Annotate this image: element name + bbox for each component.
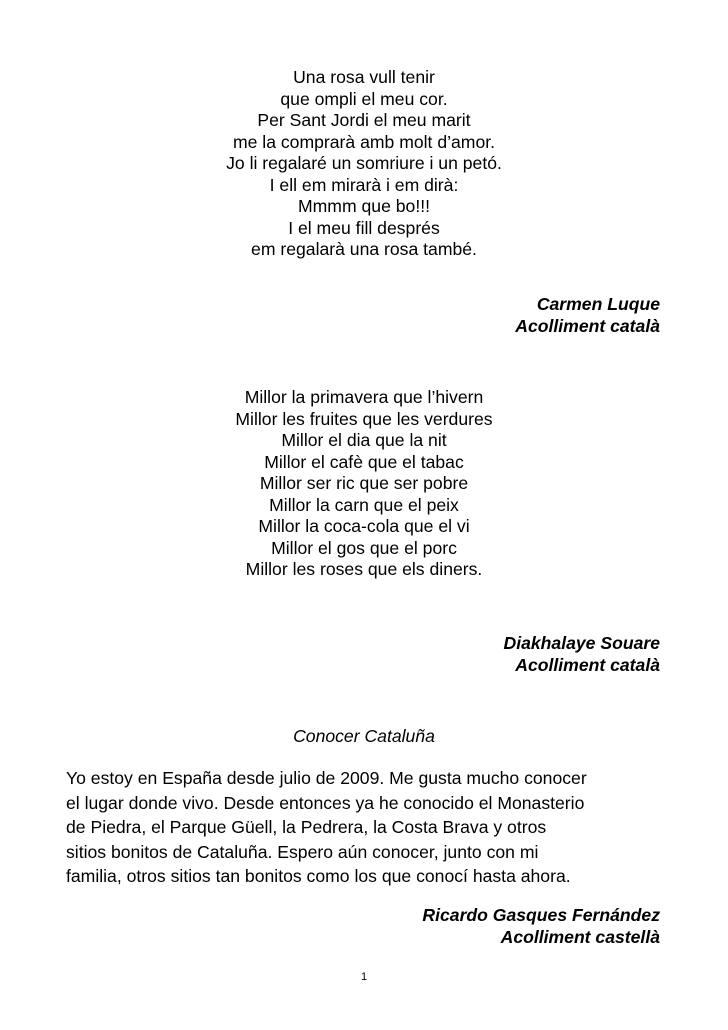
poem-line: I el meu fill després: [288, 217, 440, 238]
poem-2: [0, 387, 728, 581]
author-name: Carmen Luque: [536, 294, 660, 314]
signature-3: [422, 904, 660, 948]
signature-2: [504, 632, 660, 676]
poem-line: Millor la carn que el peix: [269, 494, 459, 515]
poem-line: Jo li regalaré un somriure i un petó.: [226, 153, 502, 173]
essay-line: sitios bonitos de Cataluña. Espero aún conocer, junto con mi: [66, 841, 539, 862]
poem-line: em regalarà una rosa també.: [251, 239, 477, 259]
essay-line: Yo estoy en España desde julio de 2009. Me gusta mucho conocer: [66, 768, 587, 788]
poem-line: Millor les roses que els diners.: [245, 559, 483, 579]
poem-line: Mmmm que bo!!!: [298, 196, 430, 216]
essay-line: el lugar donde vivo. Desde entonces ya he conocido el Monasterio: [66, 792, 585, 813]
essay-body: [66, 766, 676, 889]
author-name: Diakhalaye Souare: [503, 633, 660, 653]
page-number: 1: [360, 971, 368, 983]
author-group: Acolliment català: [515, 655, 660, 675]
essay-line: de Piedra, el Parque Güell, la Pedrera, la Costa Brava y otros: [66, 817, 547, 837]
poem-line: I ell em mirarà i em dirà:: [269, 174, 459, 195]
author-group: Acolliment català: [515, 316, 660, 336]
essay-line: familia, otros sitios tan bonitos como los que conocí hasta ahora.: [66, 866, 571, 886]
poem-line: Millor la coca-cola que el vi: [258, 516, 470, 536]
poem-line: Millor el cafè que el tabac: [264, 451, 464, 472]
author-group: Acolliment castellà: [500, 927, 660, 947]
poem-line: me la comprarà amb molt d’amor.: [232, 131, 496, 152]
poem-line: Una rosa vull tenir: [293, 67, 435, 87]
poem-line: que ompli el meu cor.: [280, 88, 448, 109]
poem-1: [0, 67, 728, 261]
poem-line: Millor el dia que la nit: [281, 430, 447, 450]
poem-line: Millor el gos que el porc: [271, 537, 457, 558]
poem-line: Millor la primavera que l’hivern: [244, 387, 484, 407]
signature-1: [515, 293, 660, 337]
poem-line: Per Sant Jordi el meu marit: [257, 110, 471, 130]
poem-line: Millor ser ric que ser pobre: [259, 473, 469, 493]
author-name: Ricardo Gasques Fernández: [422, 905, 660, 925]
poem-line: Millor les fruites que les verdures: [235, 408, 493, 429]
essay-title: Conocer Cataluña: [293, 726, 435, 746]
